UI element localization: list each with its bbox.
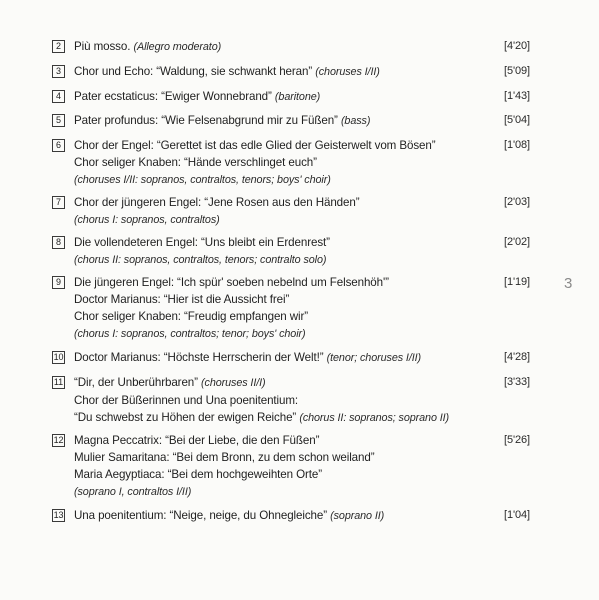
track-description [74, 234, 488, 269]
track-line [74, 392, 488, 409]
track-description [74, 137, 488, 189]
track-line [74, 483, 488, 501]
page-number: 3 [564, 275, 573, 292]
track-number: 3 [52, 65, 65, 78]
track-duration: [1'08] [504, 139, 530, 151]
track-number: 10 [53, 352, 64, 362]
track-duration: [4'20] [504, 40, 530, 52]
track-entry [52, 432, 530, 501]
performers-note: (soprano II) [330, 510, 385, 522]
track-description [74, 112, 488, 130]
track-number: 2 [52, 40, 65, 53]
track-number: 11 [53, 377, 64, 387]
track-duration: [1'19] [504, 276, 530, 288]
track-line [74, 112, 488, 130]
track-entry [52, 274, 530, 343]
track-line [74, 349, 488, 367]
track-description [74, 194, 488, 229]
track-line [74, 137, 488, 154]
performers-note: (chorus I: sopranos, contraltos) [74, 214, 220, 226]
track-description [74, 432, 488, 501]
performers-note: (choruses I/II) [315, 66, 380, 78]
track-number: 4 [52, 90, 65, 103]
track-description [74, 507, 488, 525]
track-line [74, 88, 488, 106]
track-entry [52, 374, 530, 427]
track-line [74, 325, 488, 343]
track-title-text: Die jüngeren Engel: “Ich spür' soeben nebelnd um Felsenhöh'” [74, 276, 389, 289]
track-line [74, 211, 488, 229]
track-line [74, 63, 488, 81]
track-title-text: Chor und Echo: “Waldung, sie schwankt heran” [74, 65, 313, 78]
track-line [74, 374, 488, 392]
track-line [74, 409, 488, 427]
track-title-text: Doctor Marianus: “Höchste Herrscherin der Welt!” [74, 351, 324, 364]
track-duration: [1'43] [504, 90, 530, 102]
track-duration: [4'28] [504, 351, 530, 363]
track-title-text: Più mosso. [74, 40, 131, 53]
track-title-text: “Du schwebst zu Höhen der ewigen Reiche” [74, 411, 297, 424]
track-title-text: Pater profundus: “Wie Felsenabgrund mir zu Füßen” [74, 114, 338, 127]
performers-note: (choruses I/II: sopranos, contraltos, tenors; boys' choir) [74, 174, 331, 186]
track-line [74, 234, 488, 251]
performers-note: (chorus II: sopranos, contraltos, tenors; contralto solo) [74, 254, 327, 266]
track-line [74, 194, 488, 211]
track-duration: [2'03] [504, 196, 530, 208]
track-entry [52, 63, 530, 81]
track-description [74, 274, 488, 343]
track-entry [52, 234, 530, 269]
track-entry [52, 112, 530, 130]
track-duration: [3'33] [504, 376, 530, 388]
performers-note: (baritone) [274, 91, 321, 103]
track-entry [52, 137, 530, 189]
track-line [74, 171, 488, 189]
track-line [74, 274, 488, 291]
performers-note: (Allegro moderato) [133, 41, 222, 53]
track-entry [52, 88, 530, 106]
track-number: 5 [52, 114, 65, 127]
performers-note: (chorus I: sopranos, contraltos; tenor; boys' choir) [74, 328, 306, 340]
track-line [74, 154, 488, 171]
track-entry [52, 194, 530, 229]
track-title-text: Chor seliger Knaben: “Hände verschlinget euch” [74, 156, 317, 169]
track-number: 6 [52, 139, 65, 152]
track-title-text: Una poenitentium: “Neige, neige, du Ohnegleiche” [74, 509, 328, 522]
track-title-text: Chor der Engel: “Gerettet ist das edle Glied der Geisterwelt vom Bösen” [74, 139, 436, 152]
track-entry [52, 38, 530, 56]
track-duration: [5'04] [504, 114, 530, 126]
track-title-text: “Dir, der Unberührbaren” [74, 376, 198, 389]
track-description [74, 349, 488, 367]
track-title-text: Doctor Marianus: “Hier ist die Aussicht frei” [74, 293, 290, 306]
track-number: 12 [53, 435, 64, 445]
performers-note: (soprano I, contraltos I/II) [74, 486, 192, 498]
track-description [74, 38, 488, 56]
track-line [74, 466, 488, 483]
track-description [74, 88, 488, 106]
track-title-text: Maria Aegyptiaca: “Bei dem hochgeweihten Orte” [74, 468, 323, 481]
track-entry [52, 507, 530, 525]
track-duration: [5'09] [504, 65, 530, 77]
track-entry [52, 349, 530, 367]
track-title-text: Chor seliger Knaben: “Freudig empfangen wir” [74, 310, 309, 323]
performers-note: (tenor; choruses I/II) [326, 352, 422, 364]
track-number: 8 [52, 236, 65, 249]
track-line [74, 308, 488, 325]
track-title-text: Chor der jüngeren Engel: “Jene Rosen aus den Händen” [74, 196, 360, 209]
track-title-text: Magna Peccatrix: “Bei der Liebe, die den Füßen” [74, 434, 320, 447]
track-line [74, 38, 488, 56]
performers-note: (chorus II: sopranos; soprano II) [299, 412, 450, 424]
track-line [74, 507, 488, 525]
track-duration: [2'02] [504, 236, 530, 248]
track-duration: [5'26] [504, 434, 530, 446]
track-description [74, 374, 488, 427]
track-line [74, 449, 488, 466]
track-duration: [1'04] [504, 509, 530, 521]
track-number: 9 [52, 276, 65, 289]
track-title-text: Mulier Samaritana: “Bei dem Bronn, zu dem schon weiland” [74, 451, 375, 464]
track-number: 7 [52, 196, 65, 209]
track-description [74, 63, 488, 81]
track-title-text: Die vollendeteren Engel: “Uns bleibt ein Erdenrest” [74, 236, 330, 249]
performers-note: (choruses II/I) [201, 377, 266, 389]
track-line [74, 251, 488, 269]
track-title-text: Chor der Büßerinnen und Una poenitentium: [74, 394, 299, 407]
track-line [74, 432, 488, 449]
track-number: 13 [53, 510, 64, 520]
track-title-text: Pater ecstaticus: “Ewiger Wonnebrand” [74, 90, 272, 103]
performers-note: (bass) [340, 115, 371, 127]
track-line [74, 291, 488, 308]
